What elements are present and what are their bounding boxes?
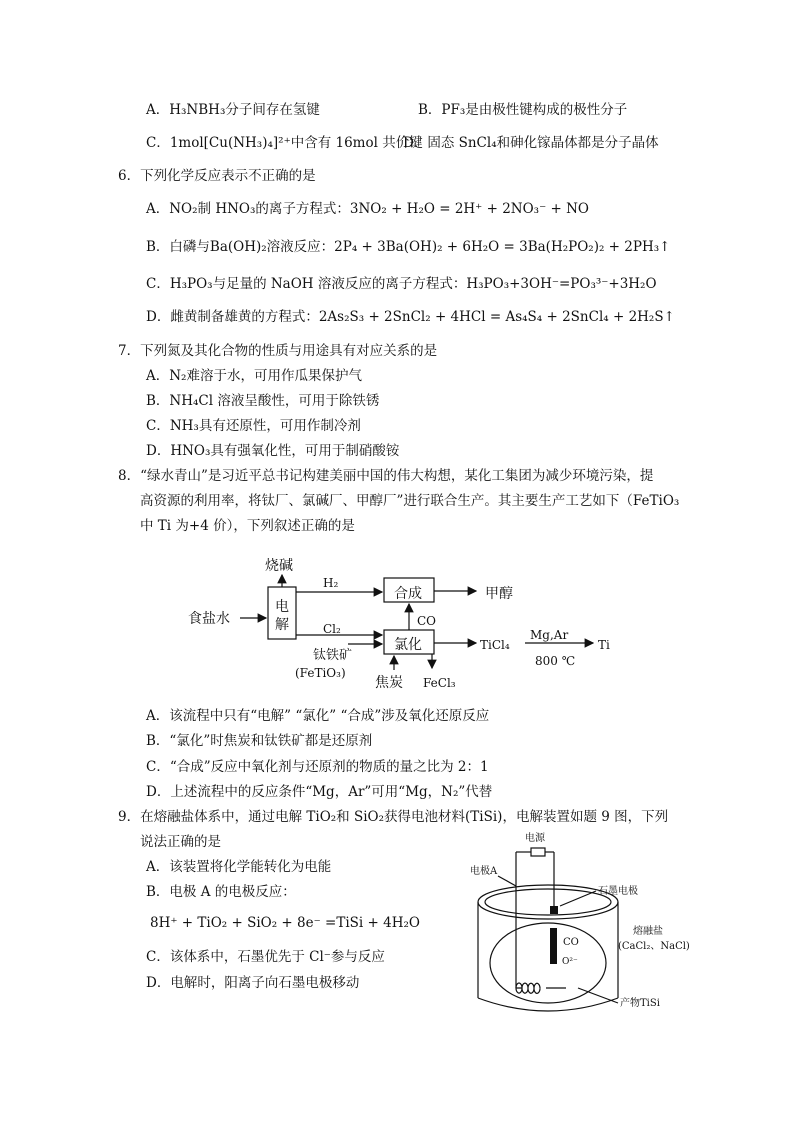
q8-stem-line1: 8．“绿水青山”是习近平总书记构建美丽中国的伟大构想，某化工集团为减少环境污染，提	[118, 468, 654, 484]
q9-option-b: B．电极 A 的电极反应：	[146, 884, 296, 900]
q9-option-b-equation: 8H⁺ + TiO₂ + SiO₂ + 8e⁻ =TiSi + 4H₂O	[150, 915, 420, 931]
fig-graphite-electrode	[550, 928, 557, 964]
q7-option-a: A．N₂难溶于水，可用作瓜果保护气	[146, 368, 362, 384]
flow-temp: 800 ℃	[535, 654, 576, 668]
q7-option-c: C．NH₃具有还原性，可用作制冷剂	[146, 418, 361, 434]
flow-h2: H₂	[323, 576, 339, 590]
q6-stem: 6．下列化学反应表示不正确的是	[118, 168, 316, 184]
q8-stem-line3: 中 Ti 为+4 价），下列叙述正确的是	[140, 518, 355, 534]
flow-salt-water: 食盐水	[188, 611, 230, 627]
q6-option-c: C．H₃PO₃与足量的 NaOH 溶液反应的离子方程式：H₃PO₃+3OH⁻=PO₃³⁻+3H₂O	[146, 276, 657, 292]
flow-electrolysis-2: 解	[275, 617, 289, 633]
flow-methanol: 甲醇	[485, 586, 513, 602]
fig-molten-salt-label: 熔融盐	[633, 926, 663, 937]
fig-melt-ellipse	[490, 923, 606, 1003]
fig-electrode-a-label: 电极A	[470, 866, 498, 877]
q7-option-d: D．HNO₃具有强氧化性，可用于制硝酸铵	[146, 443, 400, 459]
q8-stem-line2: 高资源的利用率，将钛厂、氯碱厂、甲醇厂”进行联合生产。其主要生产工艺如下（FeTiO₃	[140, 493, 680, 509]
flow-cl2: Cl₂	[323, 622, 341, 636]
q8-option-a: A．该流程中只有“电解” “氯化” “合成”涉及氧化还原反应	[146, 708, 490, 724]
flow-mg-ar: Mg,Ar	[530, 628, 569, 642]
fig-power-source	[531, 848, 545, 856]
flow-ilmenite: 钛铁矿	[313, 648, 353, 663]
fig-vessel-top	[478, 885, 618, 919]
flow-coke: 焦炭	[375, 675, 403, 691]
flow-synthesis: 合成	[394, 586, 422, 602]
q7-stem: 7．下列氮及其化合物的性质与用途具有对应关系的是	[118, 343, 438, 359]
q6-option-a: A．NO₂制 HNO₃的离子方程式：3NO₂ + H₂O = 2H⁺ + 2NO₃⁻ + NO	[146, 201, 589, 217]
q8-process-flow-diagram	[180, 545, 640, 695]
flow-ilmenite-formula: (FeTiO₃)	[295, 666, 346, 680]
fig-product-label: 产物TiSi	[620, 998, 660, 1009]
q9-option-d: D．电解时，阳离子向石墨电极移动	[146, 975, 360, 991]
flow-electrolysis-1: 电	[275, 599, 289, 615]
q9-electrolysis-figure	[468, 828, 708, 1018]
q8-option-b: B．“氯化”时焦炭和钛铁矿都是还原剂	[146, 733, 373, 749]
q5-option-b: B．PF₃是由极性键构成的极性分子	[418, 102, 628, 118]
fig-co-label: CO	[563, 937, 579, 948]
q5-option-a: A．H₃NBH₃分子间存在氢键	[146, 102, 320, 118]
flow-chlorination: 氯化	[394, 637, 422, 653]
q5-option-d: D．固态 SnCl₄和砷化镓晶体都是分子晶体	[403, 135, 659, 151]
q9-option-a: A．该装置将化学能转化为电能	[146, 859, 332, 875]
q9-stem-line2: 说法正确的是	[140, 834, 221, 850]
q8-option-d: D．上述流程中的反应条件“Mg，Ar”可用“Mg，N₂”代替	[146, 784, 493, 800]
flow-co: CO	[417, 614, 437, 628]
flow-ti: Ti	[598, 638, 610, 652]
flow-fecl3: FeCl₃	[423, 676, 456, 690]
fig-product-coil	[516, 983, 566, 993]
fig-graphite-top	[550, 906, 558, 914]
q5-option-c: C．1mol[Cu(NH₃)₄]²⁺中含有 16mol 共价键	[146, 135, 423, 151]
fig-graphite-label: 石墨电极	[598, 886, 638, 897]
fig-o2-label: O²⁻	[562, 957, 578, 967]
fig-power-label: 电源	[525, 833, 545, 844]
fig-salts-label: (CaCl₂、NaCl)	[618, 941, 690, 952]
flow-ticl4: TiCl₄	[480, 638, 510, 652]
flow-caustic-soda: 烧碱	[265, 558, 293, 574]
q8-option-c: C．“合成”反应中氧化剂与还原剂的物质的量之比为 2：1	[146, 759, 489, 775]
q6-option-b: B．白磷与Ba(OH)₂溶液反应：2P₄ + 3Ba(OH)₂ + 6H₂O = 3Ba(H₂PO₂)₂ + 2PH₃↑	[146, 239, 671, 255]
q7-option-b: B．NH₄Cl 溶液呈酸性，可用于除铁锈	[146, 393, 380, 409]
q9-option-c: C．该体系中，石墨优先于 Cl⁻参与反应	[146, 949, 385, 965]
q9-stem-line1: 9．在熔融盐体系中，通过电解 TiO₂和 SiO₂获得电池材料(TiSi)，电解装置如题 9 图，下列	[118, 809, 669, 825]
q6-option-d: D．雌黄制备雄黄的方程式：2As₂S₃ + 2SnCl₂ + 4HCl = As₄S₄ + 2SnCl₄ + 2H₂S↑	[146, 309, 675, 325]
